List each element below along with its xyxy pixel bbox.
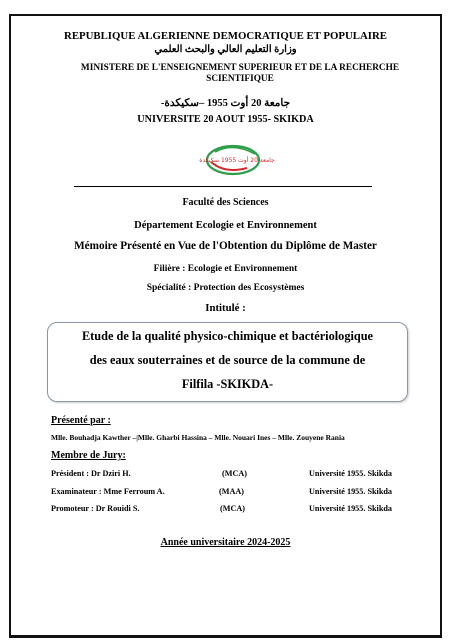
students-list: Mlle. Bouhadja Kawther –|Mlle. Gharbi Hassina – Mlle. Nouari Ines – Mlle. Zouyene Rania (51, 433, 345, 442)
specialite-label: Spécialité : Protection des Ecosystèmes (146, 283, 305, 293)
jury-institution: Université 1955. Skikda (309, 487, 393, 496)
jury-role: Examinateur : Mme Ferroum A. (51, 487, 165, 496)
academic-year: Année universitaire 2024-2025 (160, 537, 291, 548)
ministry-line-1: MINISTERE DE L'ENSEIGNEMENT SUPERIEUR ET DE LA RECHERCHE (80, 63, 400, 73)
memoire-statement: Mémoire Présenté en Vue de l'Obtention du Diplôme de Master (74, 240, 377, 252)
jury-institution: Université 1955. Skikda (309, 504, 393, 513)
university-arabic: جامعة 20 أوت 1955 –سكيكدة- (160, 98, 291, 109)
ministry-arabic: وزارة التعليم العالي والبحث العلمي (154, 44, 297, 55)
jury-label: Membre de Jury: (51, 450, 126, 461)
jury-institution: Université 1955. Skikda (309, 469, 393, 478)
filiere-label: Filière : Ecologie et Environnement (153, 264, 298, 274)
university-logo-icon (199, 140, 275, 180)
department-label: Département Ecologie et Environnement (134, 220, 317, 231)
title-line-3: Filfila -SKIKDA- (181, 377, 274, 391)
intitule-label: Intitulé : (205, 302, 246, 314)
university-french: UNIVERSITE 20 AOUT 1955- SKIKDA (137, 114, 314, 125)
title-line-1: Etude de la qualité physico-chimique et bactériologique (81, 329, 374, 343)
jury-row-examinateur (51, 487, 165, 496)
separator-line (74, 186, 372, 187)
jury-row-president (51, 469, 131, 478)
faculty-label: Faculté des Sciences (182, 197, 269, 208)
university-logo (199, 140, 275, 185)
thesis-title-box (47, 322, 408, 402)
title-line-2: des eaux souterraines et de source de la commune de (89, 353, 366, 367)
jury-row-promoteur (51, 504, 139, 513)
jury-role: Président : Dr Dziri H. (51, 469, 131, 478)
jury-grade: (MAA) (219, 487, 245, 496)
ministry-line-2: SCIENTIFIQUE (206, 74, 274, 84)
republic-heading: REPUBLIQUE ALGERIENNE DEMOCRATIQUE ET POPULAIRE (64, 30, 387, 42)
jury-role: Promoteur : Dr Rouidi S. (51, 504, 140, 513)
jury-grade: (MCA) (220, 504, 246, 513)
presented-by-label: Présenté par : (51, 415, 111, 426)
jury-grade: (MCA) (222, 469, 248, 478)
logo-text: جامعة 20 أوت 1955 سكيكدة (199, 157, 275, 164)
